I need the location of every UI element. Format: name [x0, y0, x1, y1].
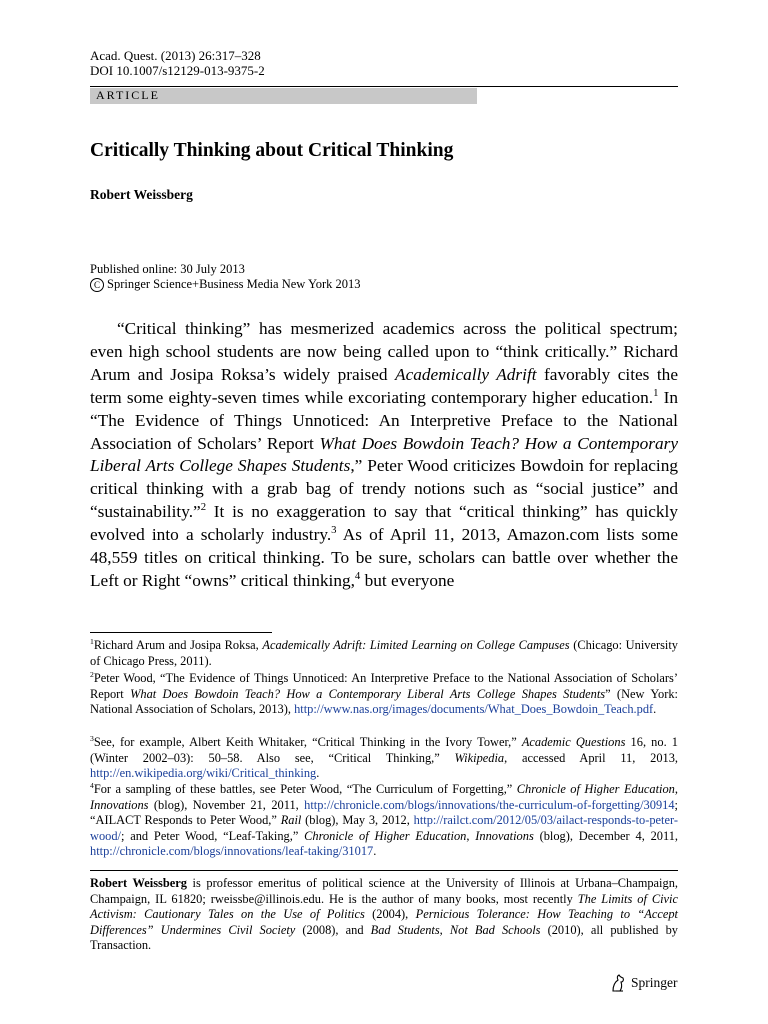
footnote-ref-4[interactable]: 4 [354, 570, 361, 583]
publisher-name: Springer [631, 975, 678, 990]
publisher-logo [610, 972, 678, 994]
section-label: ARTICLE [96, 88, 160, 102]
footnote-ref-1[interactable]: 1 [653, 386, 659, 399]
footnote-link[interactable]: http://chronicle.com/blogs/innovations/the-curriculum-of-forgetting/30914 [304, 797, 675, 812]
publication-info [90, 262, 361, 292]
footnote-4: $^4$For a sampling of these battles, see Peter Wood, “The Curriculum of Forgetting,” Chronicle of Higher Education, Innovations (blog), November 21, 2011, http://chronicle.com/blogs/innovations/the-curriculum-of-forgetting/30914; “AILACT Responds to Peter Wood,” Rail (blog), May 3, 2012, http://railct.com/2012/05/03/ailact-responds-to-peter-wood/; and Peter Wood, “Leaf-Taking,” Chronicle of Higher Education, Innovations (blog), December 4, 2011, http://chronicle.com/blogs/innovations/leaf-taking/31017. [90, 780, 679, 859]
book-title: Academically Adrift [395, 364, 537, 384]
author-bio: Robert Weissberg is professor emeritus of political science at the University of Illinois at Urbana–Champaign, Champaign, IL 61820; rweissbe@illinois.edu. He is the author of many books, most recently The Limits of Civic Activism: Cautionary Tales on the Use of Politics (2004), Pernicious Tolerance: How Teaching to “Accept Differences” Undermines Civil Society (2008), and Bad Students, Not Bad Schools (2010), all published by Transaction. [90, 876, 679, 953]
header-rule [90, 86, 678, 87]
bio-author-name: Robert Weissberg [90, 876, 187, 890]
doi: DOI 10.1007/s12129-013-9375-2 [90, 63, 265, 78]
footnote-link[interactable]: http://railct.com/2012/05/03/ailact-responds-to-peter-wood/ [90, 813, 678, 843]
copyright-icon: C [90, 278, 104, 292]
article-title: Critically Thinking about Critical Thinking [90, 140, 454, 161]
journal-citation: Acad. Quest. (2013) 26:317–328 [90, 48, 261, 63]
bio-rule [90, 870, 678, 871]
published-date: Published online: 30 July 2013 [90, 262, 245, 276]
copyright-text: Springer Science+Business Media New York 2013 [107, 276, 361, 291]
book-title: What Does Bowdoin Teach? How a Contemporary Liberal Arts College Shapes Students [90, 433, 678, 476]
footnote-link[interactable]: http://en.wikipedia.org/wiki/Critical_thinking [90, 766, 317, 781]
footnote-rule [90, 632, 272, 633]
footnote-ref-2[interactable]: 2 [200, 501, 207, 514]
footnote-ref-3[interactable]: 3 [331, 524, 337, 537]
footnote-3: $^3$See, for example, Albert Keith Whitaker, “Critical Thinking in the Ivory Tower,” Academic Questions 16, no. 1 (Winter 2002–03): 50–58. Also see, “Critical Thinking,” Wikipedia, accessed April 11, 2013, http://en.wikipedia.org/wiki/Critical_thinking. [90, 733, 678, 781]
springer-horse-icon [610, 973, 627, 993]
footnote-2: $^2$Peter Wood, “The Evidence of Things Unnoticed: An Interpretive Preface to the National Association of Scholars’ Report What Does Bowdoin Teach? How a Contemporary Liberal Arts College Shapes Students” (New York: National Association of Scholars, 2013), http://www.nas.org/images/documents/What_Does_Bowdoin_Teach.pdf. [90, 669, 678, 717]
copyright-line [90, 277, 361, 292]
citation-header [90, 48, 265, 78]
footnote-link[interactable]: http://chronicle.com/blogs/innovations/leaf-taking/31017 [90, 844, 374, 859]
article-author: Robert Weissberg [90, 187, 193, 202]
body-paragraph: “Critical thinking” has mesmerized academics across the political spectrum; even high school students are now being called upon to “think critically.” Richard Arum and Josipa Roksa’s widely praised Academically Adrift favorably cites the term some eighty-seven times while excoriating contemporary higher education.$^1$ In “The Evidence of Things Unnoticed: An Interpretive Preface to the National Association of Scholars’ Report What Does Bowdoin Teach? How a Contemporary Liberal Arts College Shapes Students,” Peter Wood criticizes Bowdoin for replacing critical thinking with a grab bag of trendy notions such as “social justice” and “sustainability.”$^2$ It is no exaggeration to say that “critical thinking” has quickly evolved into a scholarly industry.$^3$ As of April 11, 2013, Amazon.com lists some 48,559 titles on critical thinking. To be sure, scholars can battle over whether the Left or Right “owns” critical thinking,$^4$ but everyone [90, 319, 678, 590]
footnote-link[interactable]: http://www.nas.org/images/documents/What_Does_Bowdoin_Teach.pdf [294, 702, 654, 717]
footnote-1: $^1$Richard Arum and Josipa Roksa, Academically Adrift: Limited Learning on College Campuses (Chicago: University of Chicago Press, 2011). [90, 636, 678, 668]
